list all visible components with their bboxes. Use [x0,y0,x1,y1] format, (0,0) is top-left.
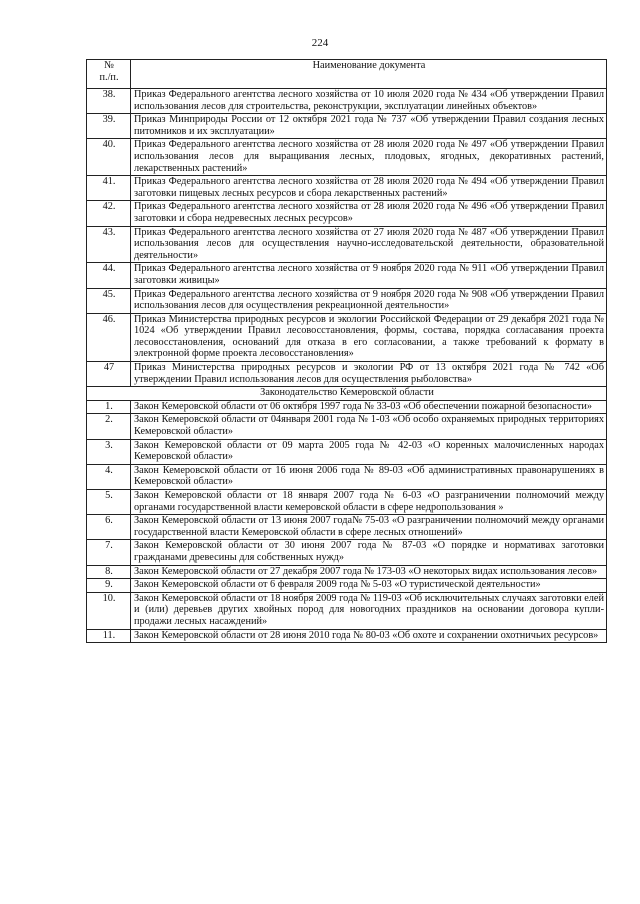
row-number: 44. [87,263,131,288]
row-number: 39. [87,114,131,139]
row-document: Закон Кемеровской области от 18 ноября 2009 года № 119-03 «Об исключительных случаях заготовки елей и (или) деревьев других хвойных пород для новогодних праздников на основании договора купли-продажи лесных насаждений» [131,592,607,629]
table-row [87,490,607,515]
row-number: 11. [87,629,131,643]
table-row [87,464,607,489]
table-row [87,579,607,593]
table-row [87,176,607,201]
table-row [87,629,607,643]
row-document: Приказ Федерального агентства лесного хозяйства от 9 ноября 2020 года № 911 «Об утверждении Правил заготовки живицы» [131,263,607,288]
row-document: Закон Кемеровской области от 06 октября 1997 года № 33-03 «Об обеспечении пожарной безопасности» [131,400,607,414]
table-row [87,139,607,176]
row-number: 2. [87,414,131,439]
row-document: Закон Кемеровской области от 13 июня 2007 года№ 75-03 «О разграничении полномочий между органами государственной власти Кемеровской области в сфере лесных отношений» [131,515,607,540]
row-number: 38. [87,89,131,114]
table-row [87,362,607,387]
row-number: 42. [87,201,131,226]
table-row [87,414,607,439]
table-row [87,201,607,226]
row-document: Приказ Федерального агентства лесного хозяйства от 28 июля 2020 года № 497 «Об утверждении Правил использования лесов для выращивания лесных, плодовых, ягодных, декоративных растений, лекарственных растений» [131,139,607,176]
row-document: Закон Кемеровской области от 6 февраля 2009 года № 5-03 «О туристической деятельности» [131,579,607,593]
row-document: Приказ Федерального агентства лесного хозяйства от 9 ноября 2020 года № 908 «Об утверждении Правил использования лесов для осуществления рекреационной деятельности» [131,288,607,313]
table-row [87,439,607,464]
row-number: 4. [87,464,131,489]
row-document: Закон Кемеровской области от 27 декабря 2007 года № 173-03 «О некоторых видах использования лесов» [131,565,607,579]
row-document: Закон Кемеровской области от 09 марта 2005 года № 42-03 «О коренных малочисленных народах Кемеровской области» [131,439,607,464]
row-number: 46. [87,313,131,361]
row-document: Приказ Минприроды России от 12 октября 2021 года № 737 «Об утверждении Правил создания лесных питомников и их эксплуатации» [131,114,607,139]
header-document-name: Наименование документа [131,60,607,89]
row-document: Приказ Федерального агентства лесного хозяйства от 28 июля 2020 года № 494 «Об утверждении Правил заготовки пищевых лесных ресурсов и сбора лекарственных растений» [131,176,607,201]
row-document: Приказ Федерального агентства лесного хозяйства от 28 июля 2020 года № 496 «Об утверждении Правил заготовки и сбора недревесных лесных ресурсов» [131,201,607,226]
row-number: 41. [87,176,131,201]
table-row [87,592,607,629]
section-header-row [87,387,607,401]
row-document: Приказ Федерального агентства лесного хозяйства от 10 июля 2020 года № 434 «Об утверждении Правил использования лесов для строительства, реконструкции, эксплуатации линейных объектов» [131,89,607,114]
row-document: Приказ Федерального агентства лесного хозяйства от 27 июля 2020 года № 487 «Об утверждении Правил использования лесов для осуществления научно-исследовательской деятельности, образовательной деятельности» [131,226,607,263]
table-row [87,89,607,114]
header-number-symbol: № [104,60,114,71]
row-number: 9. [87,579,131,593]
row-number: 6. [87,515,131,540]
row-document: Закон Кемеровской области от 18 января 2007 года № 6-03 «О разграничении полномочий между органами государственной власти кемеровской области в сфере недропользования » [131,490,607,515]
header-number [87,60,131,89]
row-document: Закон Кемеровской области от 04января 2001 года № 1-03 «Об особо охраняемых природных территориях Кемеровской области» [131,414,607,439]
row-number: 10. [87,592,131,629]
table-header-row [87,60,607,89]
row-number: 47 [87,362,131,387]
documents-table [86,59,607,643]
table-row [87,114,607,139]
row-number: 43. [87,226,131,263]
row-document: Приказ Министерства природных ресурсов и экологии РФ от 13 октября 2021 года № 742 «Об утверждении Правил использования лесов для осуществления рыболовства» [131,362,607,387]
row-number: 8. [87,565,131,579]
row-number: 5. [87,490,131,515]
header-number-abbr: п./п. [99,71,119,83]
row-number: 45. [87,288,131,313]
section-title: Законодательство Кемеровской области [87,387,607,401]
row-number: 1. [87,400,131,414]
row-document: Приказ Министерства природных ресурсов и экологии Российской Федерации от 29 декабря 2021 года № 1024 «Об утверждении Правил лесовосстановления, формы, состава, порядка согласавания проекта лесовосстановления, оснований для отказа в его согласовании, а также требований к формату в электронной форме проекта лесовосстановления» [131,313,607,361]
row-number: 7. [87,540,131,565]
row-number: 40. [87,139,131,176]
row-document: Закон Кемеровской области от 28 июня 2010 года № 80-03 «Об охоте и сохранении охотничьих ресурсов» [131,629,607,643]
table-row [87,515,607,540]
table-row [87,313,607,361]
page-number: 224 [311,37,329,49]
table-row [87,263,607,288]
table-row [87,540,607,565]
row-number: 3. [87,439,131,464]
table-row [87,565,607,579]
table-row [87,400,607,414]
table-row [87,226,607,263]
table-row [87,288,607,313]
row-document: Закон Кемеровской области от 16 июня 2006 года № 89-03 «Об административных правонарушениях в Кемеровской области» [131,464,607,489]
row-document: Закон Кемеровской области от 30 июня 2007 года № 87-03 «О порядке и нормативах заготовки гражданами древесины для собственных нужд» [131,540,607,565]
